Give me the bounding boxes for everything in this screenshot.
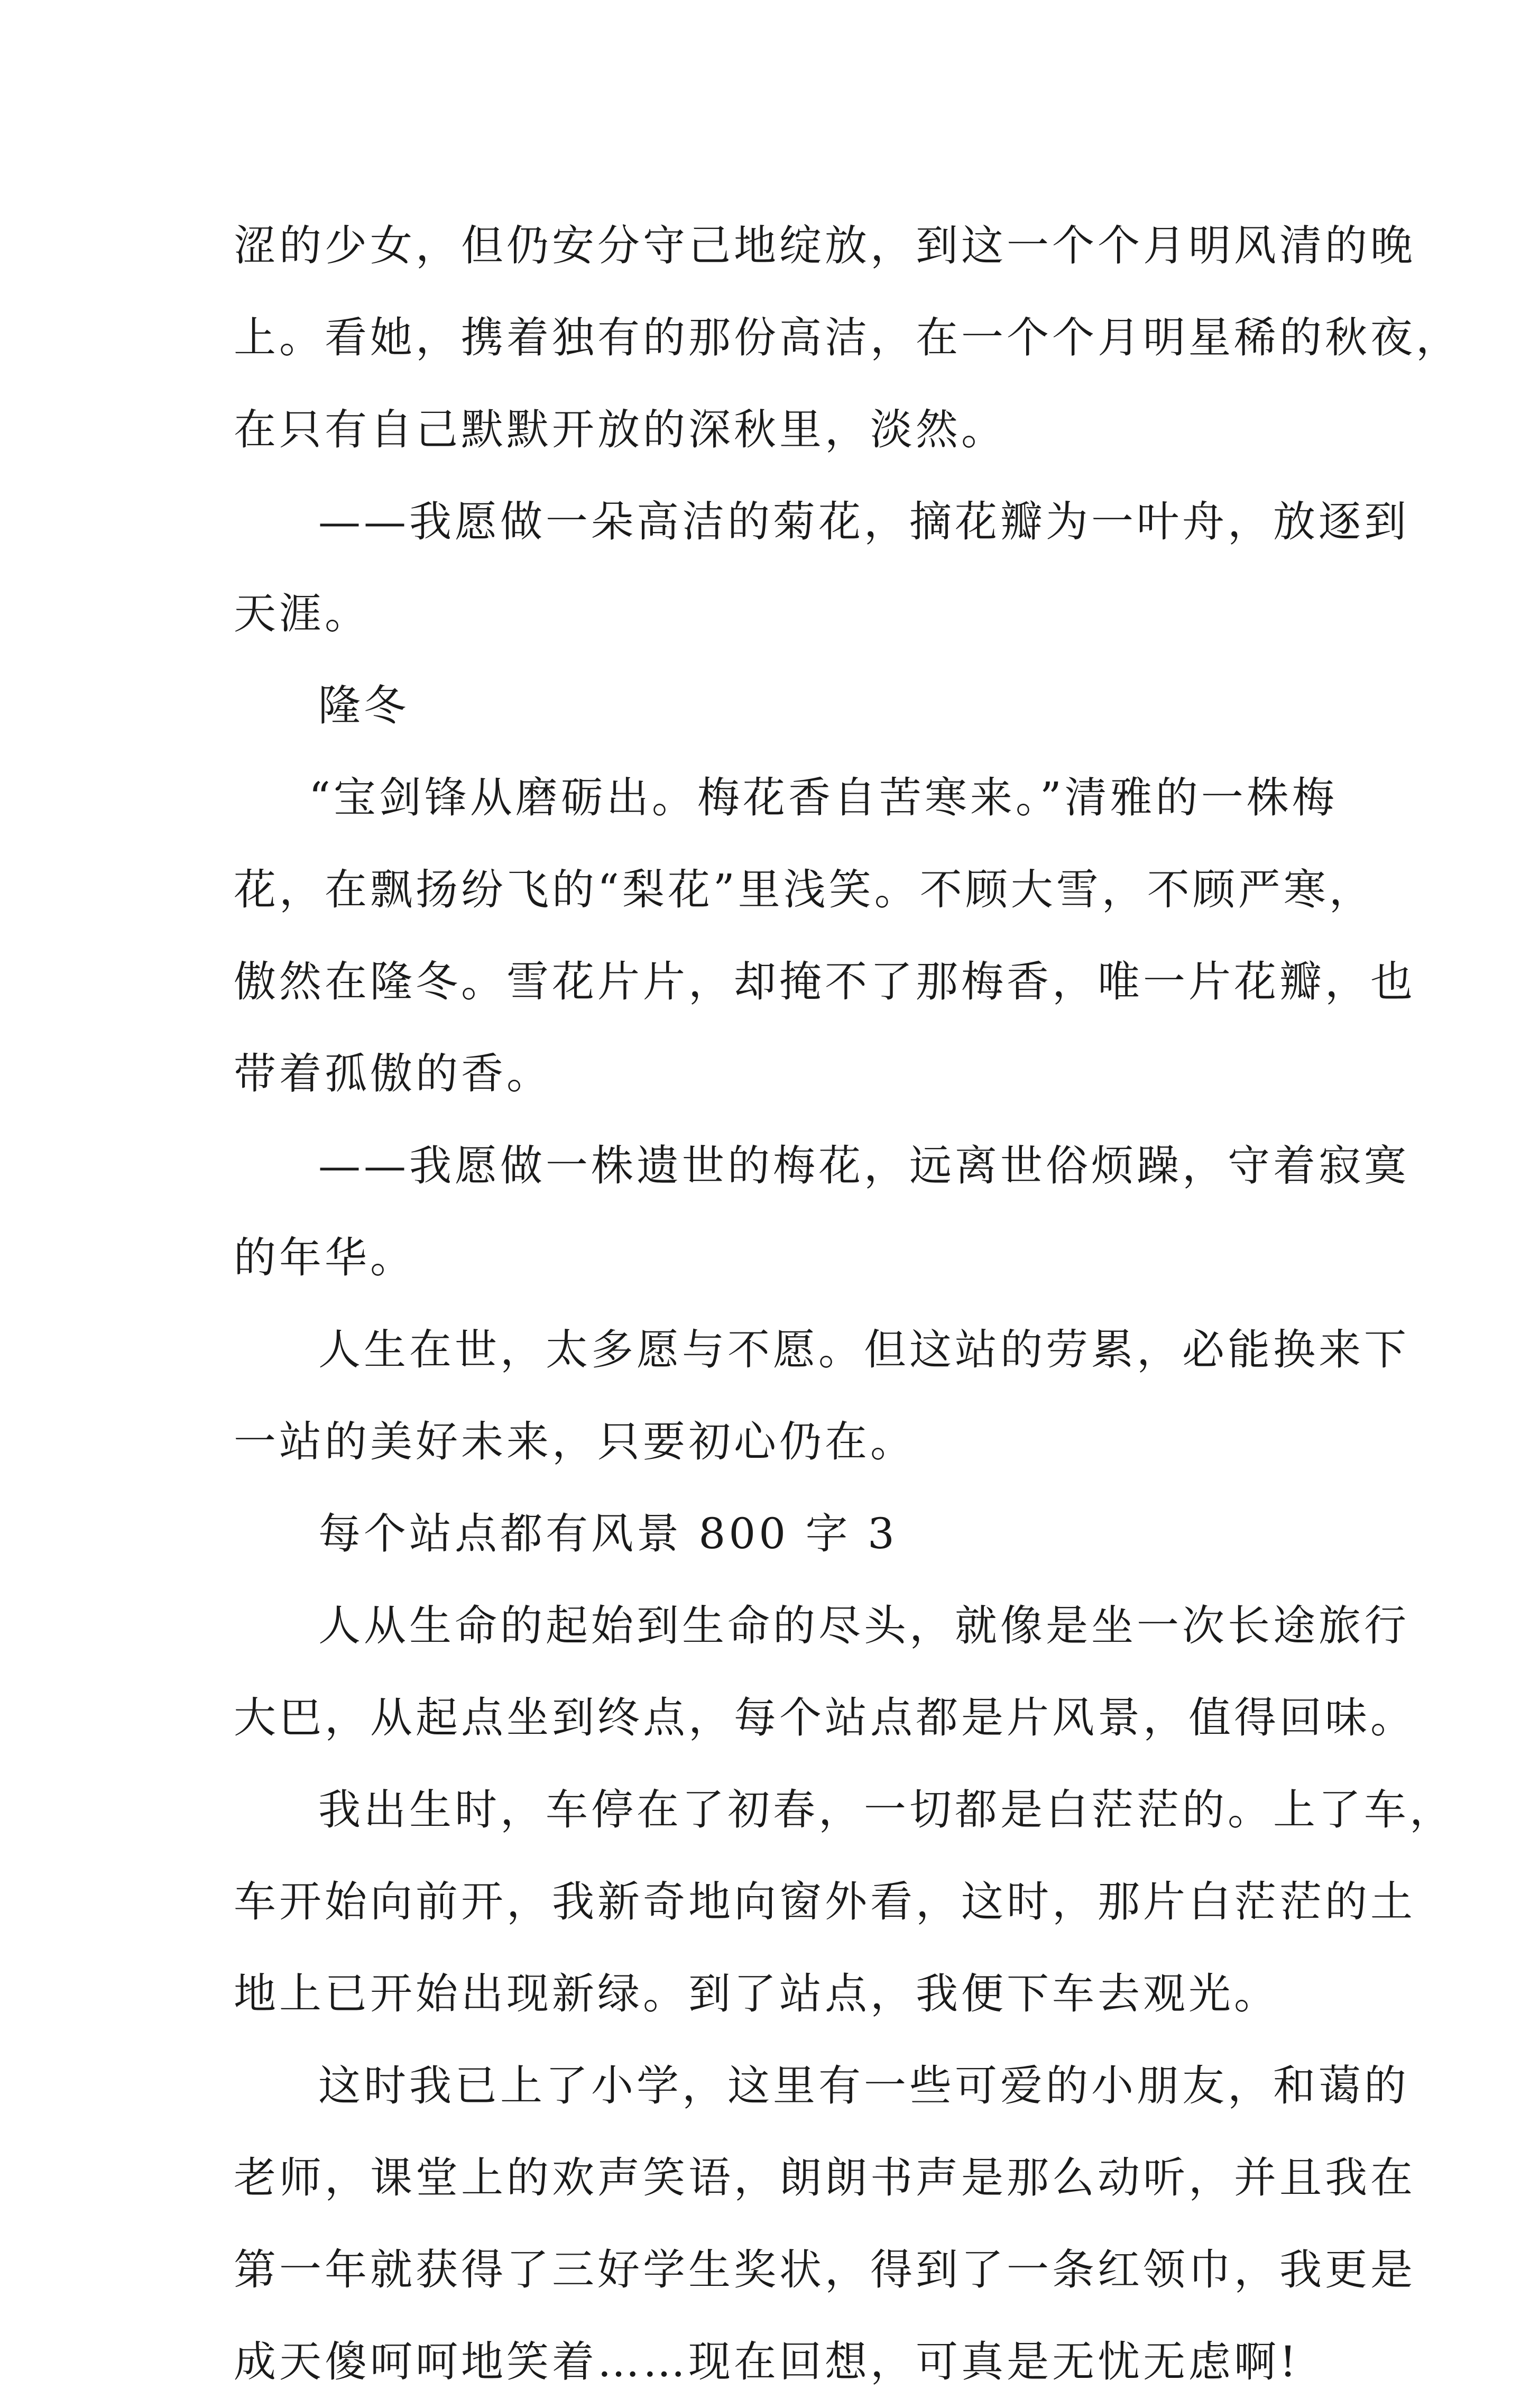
text-line: 我出生时，车停在了初春，一切都是白茫茫的。上了车， [318,1785,1455,1834]
text-line: 上。看她，携着独有的那份高洁，在一个个月明星稀的秋夜， [234,313,1461,362]
text-line: 带着孤傲的香。 [234,1049,552,1098]
essay-title: 每个站点都有风景 800 字 3 [318,1509,898,1558]
body-text [234,200,1461,2408]
text-line: 第一年就获得了三好学生奖状，得到了一条红领巾，我更是 [234,2245,1416,2294]
text-line: 一站的美好未来，只要初心仍在。 [234,1417,916,1466]
text-line: 地上已开始出现新绿。到了站点，我便下车去观光。 [234,1969,1279,2018]
text-line: 老师，课堂上的欢声笑语，朗朗书声是那么动听，并且我在 [234,2153,1416,2202]
section-heading: 隆冬 [318,681,409,730]
text-line: 涩的少女，但仍安分守己地绽放，到这一个个月明风清的晚 [234,221,1416,270]
text-line: 这时我已上了小学，这里有一些可爱的小朋友，和蔼的 [318,2061,1409,2110]
text-line: ——我愿做一朵高洁的菊花，摘花瓣为一叶舟，放逐到 [318,497,1409,546]
text-line: 成天傻呵呵地笑着……现在回想，可真是无忧无虑啊! [234,2337,1300,2386]
text-line: 车开始向前开，我新奇地向窗外看，这时，那片白茫茫的土 [234,1877,1416,1926]
text-line: ——我愿做一株遗世的梅花，远离世俗烦躁，守着寂寞 [318,1141,1409,1190]
text-line: 在只有自己默默开放的深秋里，淡然。 [234,405,1007,454]
text-line: 的年华。 [234,1233,416,1282]
text-line: 人从生命的起始到生命的尽头，就像是坐一次长途旅行 [318,1601,1409,1650]
text-line: 大巴，从起点坐到终点，每个站点都是片风景，值得回味。 [234,1693,1416,1742]
text-line: 人生在世，太多愿与不愿。但这站的劳累，必能换来下 [318,1325,1409,1374]
text-line: 花，在飘扬纷飞的“梨花”里浅笑。不顾大雪，不顾严寒， [234,865,1375,914]
text-line: 天涯。 [234,589,370,638]
text-line: “宝剑锋从磨砺出。梅花香自苦寒来。”清雅的一株梅 [309,773,1338,822]
text-line: 傲然在隆冬。雪花片片，却掩不了那梅香，唯一片花瓣，也 [234,957,1416,1006]
